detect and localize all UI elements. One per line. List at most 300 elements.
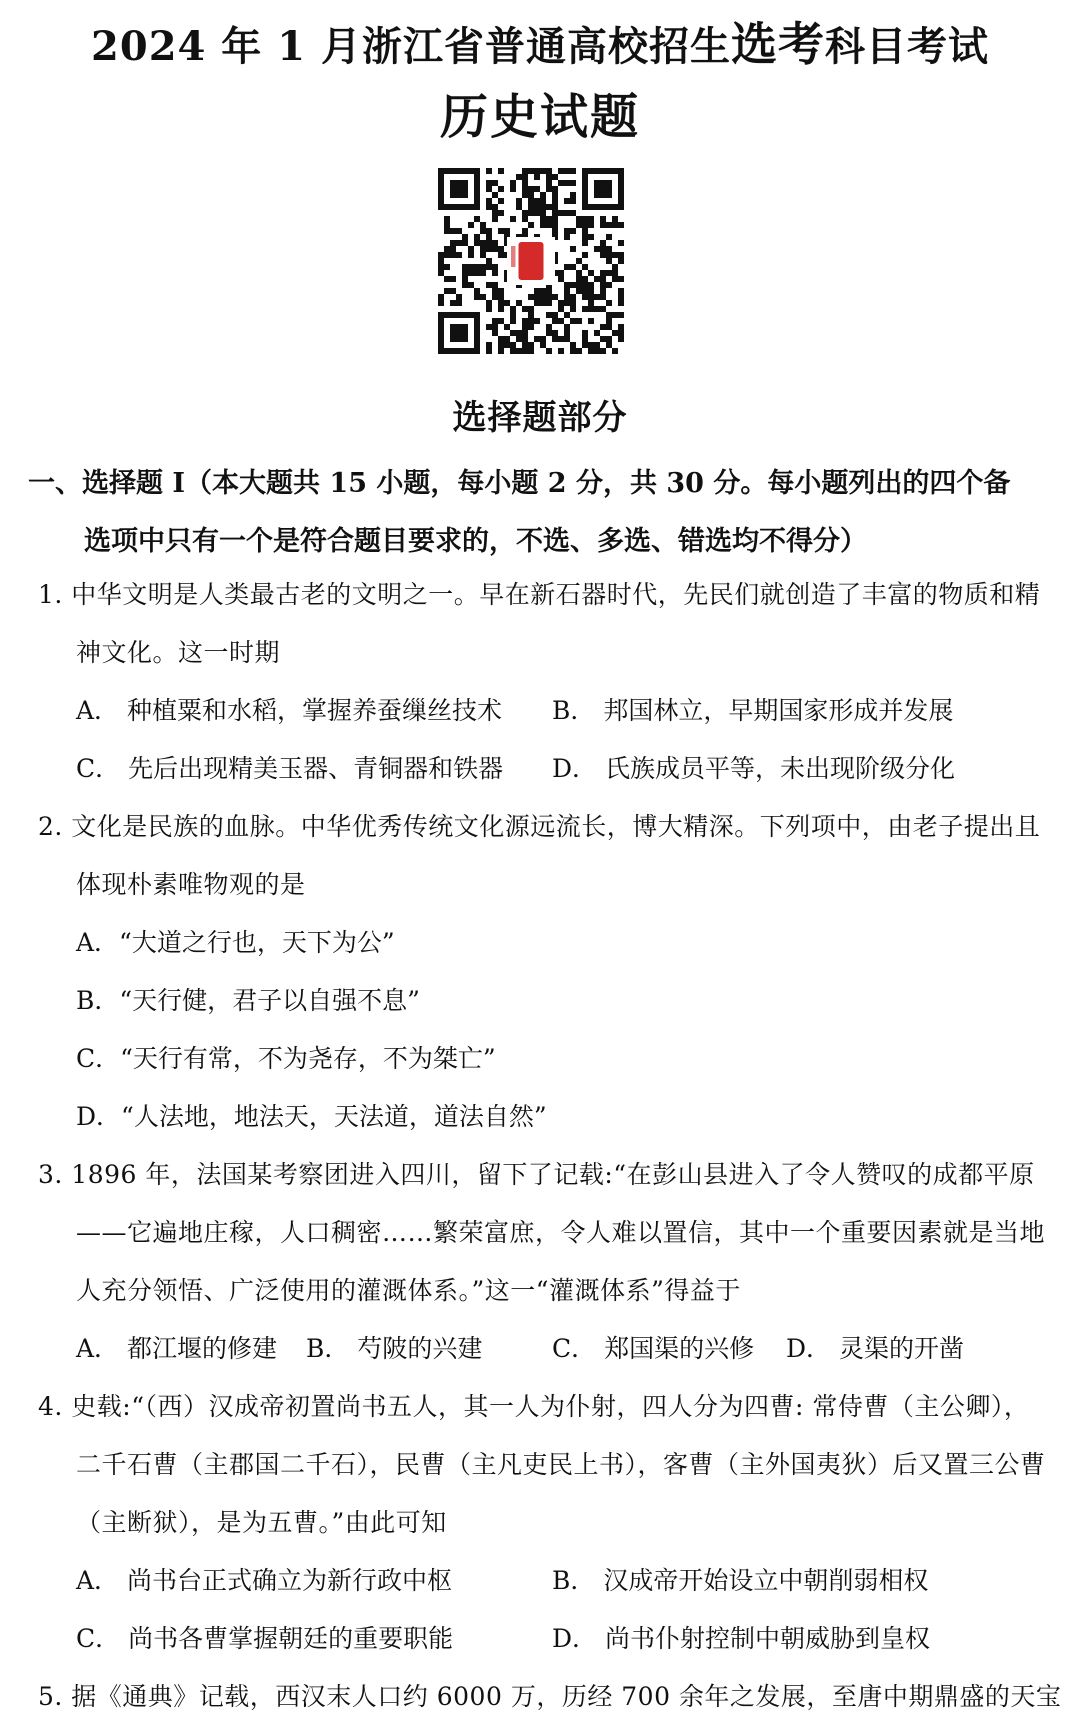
qr-module (552, 186, 558, 192)
qr-module (546, 180, 552, 186)
qr-module (450, 276, 456, 282)
qr-module (612, 276, 618, 282)
qr-module (492, 270, 498, 276)
qr-module (510, 318, 516, 324)
qr-module (510, 342, 516, 348)
qr-module (588, 270, 594, 276)
question-3-stem-line-3: 人充分领悟、广泛使用的灌溉体系。”这一“灌溉体系”得益于 (76, 1276, 741, 1305)
qr-module (576, 318, 582, 324)
qr-module (516, 330, 522, 336)
qr-module (480, 264, 486, 270)
qr-module (600, 348, 606, 354)
question-3-stem-line-1: 3. 1896 年，法国某考察团进入四川，留下了记载:“在彭山县进入了令人赞叹的成都平原 (38, 1160, 1035, 1189)
qr-module (486, 198, 492, 204)
qr-module (564, 180, 570, 186)
qr-module (564, 198, 570, 204)
qr-module (534, 288, 540, 294)
qr-module (606, 324, 612, 330)
question-1-stem-line-1: 1. 中华文明是人类最古老的文明之一。早在新石器时代，先民们就创造了丰富的物质和精 (38, 580, 1041, 609)
question-4-option-c: C． 尚书各曹掌握朝廷的重要职能 (76, 1624, 454, 1653)
qr-module (462, 264, 468, 270)
question-2-option-c: C．“天行有常，不为尧存，不为桀亡” (76, 1044, 496, 1073)
qr-module (522, 192, 528, 198)
qr-module (618, 300, 624, 306)
qr-module (492, 318, 498, 324)
qr-module (456, 294, 462, 300)
qr-module (582, 234, 588, 240)
qr-module (618, 330, 624, 336)
qr-module (600, 246, 606, 252)
qr-module (468, 252, 474, 258)
qr-module (606, 270, 612, 276)
qr-module (504, 342, 510, 348)
qr-module (570, 318, 576, 324)
qr-module (486, 234, 492, 240)
qr-module (606, 342, 612, 348)
qr-module (594, 294, 600, 300)
qr-module (486, 342, 492, 348)
qr-module (546, 204, 552, 210)
qr-module (546, 186, 552, 192)
qr-module (468, 246, 474, 252)
qr-module (576, 216, 582, 222)
qr-module (600, 252, 606, 258)
qr-module (486, 258, 492, 264)
qr-module (582, 288, 588, 294)
exam-title-emphasis: 选考 (730, 17, 825, 71)
qr-module (522, 330, 528, 336)
qr-module (600, 324, 606, 330)
qr-module (528, 342, 534, 348)
qr-module (498, 306, 504, 312)
qr-module (546, 348, 552, 354)
question-4-option-b: B． 汉成帝开始设立中朝削弱相权 (552, 1566, 929, 1595)
exam-subtitle: 历史试题 (439, 89, 640, 145)
qr-module (516, 348, 522, 354)
qr-module (450, 240, 456, 246)
qr-module (510, 348, 516, 354)
qr-module (456, 240, 462, 246)
qr-module (522, 306, 528, 312)
qr-module (606, 282, 612, 288)
qr-module (570, 246, 576, 252)
qr-module (570, 210, 576, 216)
qr-module (492, 330, 498, 336)
qr-module (570, 300, 576, 306)
qr-module (492, 204, 498, 210)
qr-module (564, 324, 570, 330)
qr-module (558, 210, 564, 216)
qr-module (492, 180, 498, 186)
qr-module (468, 264, 474, 270)
qr-module (474, 234, 480, 240)
qr-module (486, 348, 492, 354)
qr-module (456, 300, 462, 306)
qr-module (528, 312, 534, 318)
qr-module (570, 198, 576, 204)
qr-module (606, 318, 612, 324)
qr-module (552, 192, 558, 198)
qr-module (546, 294, 552, 300)
qr-module (498, 342, 504, 348)
question-1-option-d: D． 氏族成员平等，未出现阶级分化 (552, 754, 955, 783)
qr-module (540, 210, 546, 216)
qr-module (480, 294, 486, 300)
qr-module (498, 336, 504, 342)
qr-module (546, 324, 552, 330)
qr-module (618, 288, 624, 294)
question-3-option-b: B． 芍陂的兴建 (306, 1334, 483, 1363)
qr-module (492, 192, 498, 198)
qr-module (480, 270, 486, 276)
qr-module (450, 246, 456, 252)
qr-module (540, 342, 546, 348)
qr-module (504, 336, 510, 342)
qr-module (558, 336, 564, 342)
qr-module (462, 240, 468, 246)
qr-module (570, 348, 576, 354)
qr-module (594, 306, 600, 312)
question-1-option-a: A． 种植粟和水稻，掌握养蚕缫丝技术 (76, 696, 503, 725)
qr-module (498, 288, 504, 294)
qr-module (612, 270, 618, 276)
qr-module (444, 228, 450, 234)
qr-module (534, 186, 540, 192)
qr-module (606, 252, 612, 258)
qr-module (492, 240, 498, 246)
qr-module (558, 270, 564, 276)
qr-module (450, 300, 456, 306)
qr-module (528, 204, 534, 210)
qr-module (552, 330, 558, 336)
qr-module (450, 252, 456, 258)
qr-module (522, 228, 528, 234)
qr-module (510, 306, 516, 312)
qr-module (516, 174, 522, 180)
qr-module (540, 294, 546, 300)
part-heading-line-2: 选项中只有一个是符合题目要求的，不选、多选、错选均不得分） (84, 526, 867, 557)
qr-module (438, 264, 444, 270)
qr-module (582, 294, 588, 300)
qr-module (612, 252, 618, 258)
qr-module (534, 294, 540, 300)
qr-module (540, 192, 546, 198)
qr-module (486, 168, 492, 174)
qr-module (444, 288, 450, 294)
qr-module (588, 342, 594, 348)
qr-module (564, 300, 570, 306)
qr-module (498, 198, 504, 204)
qr-module (576, 282, 582, 288)
qr-module (588, 306, 594, 312)
qr-module (582, 240, 588, 246)
qr-module (462, 270, 468, 276)
qr-logo-mark (511, 246, 515, 267)
qr-module (588, 318, 594, 324)
qr-module (498, 318, 504, 324)
qr-module (486, 240, 492, 246)
qr-module (510, 186, 516, 192)
qr-module (552, 336, 558, 342)
qr-module (534, 300, 540, 306)
qr-module (522, 336, 528, 342)
qr-module (600, 336, 606, 342)
qr-module (510, 216, 516, 222)
question-2-stem-line-2: 体现朴素唯物观的是 (76, 870, 306, 899)
qr-module (528, 324, 534, 330)
qr-module (612, 330, 618, 336)
question-1-option-c: C． 先后出现精美玉器、青铜器和铁器 (76, 754, 504, 783)
qr-module (498, 228, 504, 234)
qr-module (558, 180, 564, 186)
qr-module (558, 348, 564, 354)
qr-module (492, 210, 498, 216)
qr-module (498, 246, 504, 252)
qr-module (528, 306, 534, 312)
qr-module (576, 288, 582, 294)
qr-module (438, 258, 444, 264)
qr-module (528, 198, 534, 204)
qr-module (546, 168, 552, 174)
question-4-option-d: D． 尚书仆射控制中朝威胁到皇权 (552, 1624, 930, 1653)
qr-module (492, 216, 498, 222)
qr-module (516, 300, 522, 306)
qr-module (528, 294, 534, 300)
question-3-stem-line-2: ——它遍地庄稼，人口稠密……繁荣富庶，令人难以置信，其中一个重要因素就是当地 (76, 1218, 1046, 1247)
qr-module (546, 174, 552, 180)
qr-module (600, 282, 606, 288)
qr-module (600, 222, 606, 228)
qr-module (528, 210, 534, 216)
qr-module (570, 228, 576, 234)
qr-module (528, 222, 534, 228)
qr-module (444, 276, 450, 282)
qr-module (540, 168, 546, 174)
question-4-stem-line-3: （主断狱），是为五曹。”由此可知 (76, 1508, 447, 1537)
qr-module (486, 282, 492, 288)
qr-module (618, 258, 624, 264)
qr-module (570, 294, 576, 300)
qr-module (456, 252, 462, 258)
qr-module (486, 306, 492, 312)
qr-module (504, 228, 510, 234)
qr-module (570, 282, 576, 288)
qr-module (492, 282, 498, 288)
qr-module (618, 276, 624, 282)
qr-module (444, 222, 450, 228)
qr-module (600, 216, 606, 222)
exam-title-prefix: 2024 年 1 月浙江省普通高校招生 (91, 23, 731, 70)
question-5-stem-line-1: 5. 据《通典》记载，西汉末人口约 6000 万，历经 700 余年之发展，至唐中期鼎盛的天宝 (38, 1682, 1062, 1711)
qr-module (564, 210, 570, 216)
qr-module (486, 264, 492, 270)
qr-module (486, 204, 492, 210)
qr-module (528, 318, 534, 324)
qr-module (534, 336, 540, 342)
qr-module (486, 246, 492, 252)
qr-module (618, 294, 624, 300)
qr-module (582, 330, 588, 336)
qr-module (564, 312, 570, 318)
qr-code (438, 168, 624, 354)
qr-module (498, 168, 504, 174)
qr-module (600, 306, 606, 312)
qr-module (612, 216, 618, 222)
qr-module (534, 204, 540, 210)
qr-module (618, 240, 624, 246)
qr-module (498, 294, 504, 300)
qr-module (606, 300, 612, 306)
qr-module (540, 216, 546, 222)
qr-module (540, 198, 546, 204)
qr-module (444, 216, 450, 222)
qr-module (570, 192, 576, 198)
qr-module (552, 318, 558, 324)
qr-module (540, 204, 546, 210)
qr-module (582, 306, 588, 312)
qr-module (570, 342, 576, 348)
qr-module (564, 294, 570, 300)
qr-module (474, 240, 480, 246)
qr-module (510, 180, 516, 186)
qr-module (594, 348, 600, 354)
qr-module (552, 198, 558, 204)
qr-module (498, 348, 504, 354)
qr-module (450, 228, 456, 234)
qr-module (594, 342, 600, 348)
question-4-stem-line-1: 4. 史载:“（西）汉成帝初置尚书五人，其一人为仆射，四人分为四曹: 常侍曹（主公卿）， (38, 1392, 1030, 1421)
qr-module (498, 252, 504, 258)
qr-module (606, 246, 612, 252)
qr-module (588, 216, 594, 222)
section-title: 选择题部分 (452, 398, 628, 438)
qr-module (564, 234, 570, 240)
qr-module (492, 324, 498, 330)
qr-module (486, 324, 492, 330)
qr-module (516, 204, 522, 210)
qr-module (582, 228, 588, 234)
qr-module (606, 222, 612, 228)
qr-module (558, 306, 564, 312)
qr-module (522, 324, 528, 330)
qr-module (606, 336, 612, 342)
qr-module (582, 252, 588, 258)
qr-module (576, 270, 582, 276)
question-4-option-a: A． 尚书台正式确立为新行政中枢 (76, 1566, 453, 1595)
qr-finder-top-right (582, 168, 624, 210)
qr-module (612, 312, 618, 318)
qr-module (582, 222, 588, 228)
qr-module (522, 342, 528, 348)
qr-module (486, 300, 492, 306)
qr-module (588, 294, 594, 300)
qr-finder-bottom-left (438, 312, 480, 354)
qr-module (570, 264, 576, 270)
qr-module (606, 258, 612, 264)
qr-module (594, 276, 600, 282)
qr-module (582, 276, 588, 282)
qr-module (588, 348, 594, 354)
question-2-stem-line-1: 2. 文化是民族的血脉。中华优秀传统文化源远流长，博大精深。下列项中，由老子提出且 (38, 812, 1041, 841)
question-1-stem-line-2: 神文化。这一时期 (76, 638, 281, 667)
qr-module (534, 318, 540, 324)
qr-module (612, 348, 618, 354)
qr-module (564, 282, 570, 288)
qr-module (612, 222, 618, 228)
qr-module (546, 300, 552, 306)
question-2-option-b: B．“天行健，君子以自强不息” (76, 986, 420, 1015)
question-1-option-b: B． 邦国林立，早期国家形成并发展 (552, 696, 954, 725)
qr-module (618, 222, 624, 228)
qr-module (516, 198, 522, 204)
qr-module (498, 210, 504, 216)
qr-module (468, 282, 474, 288)
qr-module (558, 276, 564, 282)
qr-module (444, 246, 450, 252)
qr-module (444, 252, 450, 258)
qr-module (480, 240, 486, 246)
qr-module (474, 264, 480, 270)
qr-module (588, 222, 594, 228)
exam-title (0, 8, 1080, 74)
qr-module (444, 264, 450, 270)
qr-module (564, 168, 570, 174)
qr-module (558, 300, 564, 306)
question-3-option-c: C． 郑国渠的兴修 (552, 1334, 755, 1363)
qr-module (546, 222, 552, 228)
qr-module (570, 306, 576, 312)
qr-module (522, 180, 528, 186)
qr-module (522, 216, 528, 222)
question-3-option-a: A． 都江堰的修建 (76, 1334, 278, 1363)
qr-module (582, 216, 588, 222)
qr-module (600, 276, 606, 282)
qr-module (552, 222, 558, 228)
qr-module (618, 324, 624, 330)
qr-module (552, 312, 558, 318)
qr-module (552, 204, 558, 210)
qr-module (438, 300, 444, 306)
qr-module (600, 288, 606, 294)
qr-module (546, 312, 552, 318)
qr-module (606, 312, 612, 318)
qr-module (570, 168, 576, 174)
qr-module (594, 330, 600, 336)
qr-module (582, 282, 588, 288)
qr-module (618, 312, 624, 318)
qr-module (612, 264, 618, 270)
qr-module (522, 348, 528, 354)
qr-module (564, 228, 570, 234)
qr-module (492, 264, 498, 270)
qr-module (552, 174, 558, 180)
qr-module (534, 168, 540, 174)
qr-module (588, 282, 594, 288)
qr-module (552, 216, 558, 222)
qr-module (480, 252, 486, 258)
question-3-option-d: D． 灵渠的开凿 (786, 1334, 964, 1363)
qr-module (546, 330, 552, 336)
qr-module (438, 270, 444, 276)
qr-module (594, 246, 600, 252)
qr-module (522, 318, 528, 324)
qr-module (504, 324, 510, 330)
qr-module (600, 240, 606, 246)
qr-module (498, 186, 504, 192)
question-4-stem-line-2: 二千石曹（主郡国二千石），民曹（主凡吏民上书），客曹（主外国夷狄）后又置三公曹 (76, 1450, 1046, 1479)
qr-module (558, 168, 564, 174)
qr-module (468, 222, 474, 228)
